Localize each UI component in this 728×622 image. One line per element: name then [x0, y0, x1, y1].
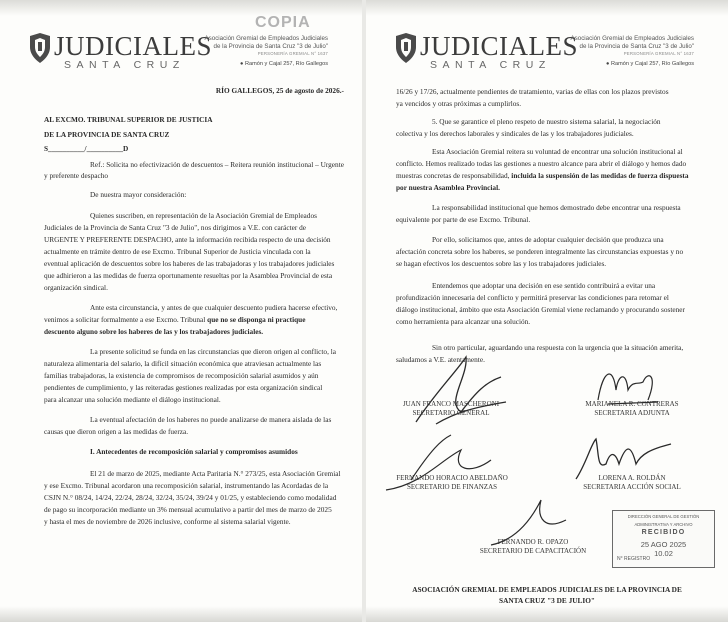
copy-mark: COPIA	[255, 14, 311, 31]
paragraph-5-line: y ese Excmo. Tribunal acordaron una recomposición salarial, instrumentando las Acordadas de la	[44, 481, 329, 490]
point-5-line: colectiva y los derechos laborales y sindicales de las y los trabajadores judiciales.	[396, 129, 634, 138]
paragraph-3-line: pendientes de cumplimiento, y las reiteradas gestiones realizadas por esta organización sindical	[44, 383, 323, 392]
address-text: Ramón y Cajal 257, Río Gallegos	[610, 60, 694, 67]
letter-date: RÍO GALLEGOS, 25 de agosto de 2026.-	[215, 86, 344, 95]
reference-line-2: y preferente despacho	[44, 171, 109, 180]
point-5-line: 5. Que se garantice el pleno respeto de nuestro sistema salarial, la negociación	[432, 117, 661, 126]
logo-subtitle: SANTA CRUZ	[64, 59, 185, 71]
paragraph-line: diálogo institucional, ámbito que esta Asociación Gremial viene reclamando y procurando sostener	[396, 305, 685, 314]
stamp-line: ADMINISTRATIVA Y ARCHIVO	[634, 522, 693, 527]
paragraph-1-line: Quienes suscriben, en representación de la Asociación Gremial de Empleados	[90, 211, 317, 220]
signatory-role: SECRETARIA ACCIÓN SOCIAL	[583, 483, 681, 491]
paragraph-5-line: y hasta el mes de noviembre de 2026 inclusive, conforme al sistema salarial vigente.	[44, 517, 291, 526]
recipient-line-3: S__________/__________D	[44, 144, 129, 153]
greeting: De nuestra mayor consideración:	[90, 190, 187, 199]
paragraph-5-line: El 21 de marzo de 2025, mediante Acta Paritaria N.° 273/25, esta Asociación Gremial	[90, 469, 341, 478]
association-block	[544, 35, 694, 68]
recipient-line-2: DE LA PROVINCIA DE SANTA CRUZ	[44, 130, 170, 139]
page-bottom-shadow	[366, 606, 728, 622]
page-bottom-shadow	[0, 606, 362, 622]
stamp-received: RECIBIDO	[641, 529, 686, 536]
signatory-name: JUAN FRANCO MASCHERONI	[402, 400, 500, 408]
paragraph-3-line: para alcanzar una solución mediante el diálogo institucional.	[44, 395, 221, 404]
association-name-2: de la Provincia de Santa Cruz "3 de Julio"	[213, 42, 328, 50]
signatory-name: FERNANDO R. OPAZO	[497, 538, 569, 546]
paragraph-line	[396, 170, 689, 182]
footer-line-2: SANTA CRUZ "3 DE JULIO"	[499, 596, 595, 605]
paragraph-line: Por ello, solicitamos que, antes de adoptar cualquier decisión que produzca una	[432, 235, 664, 244]
signatory-role: SECRETARIO DE FINANZAS	[406, 483, 498, 491]
signatory-role: SECRETARIO GENERAL	[412, 409, 490, 417]
signatory-name: FERNANDO HORACIO ABELDAÑO	[396, 474, 508, 482]
paragraph-line: La responsabilidad institucional que hemos demostrado debe encontrar una respuesta	[432, 203, 681, 212]
reception-stamp	[612, 510, 715, 568]
signatory-4	[562, 474, 702, 492]
shield-icon	[394, 33, 418, 63]
reference-line-1: Ref.: Solicita no efectivización de descuentos – Reitera reunión institucional – Urgente	[90, 160, 344, 169]
recipient-line-1: AL EXCMO. TRIBUNAL SUPERIOR DE JUSTICIA	[44, 115, 213, 124]
closing-line: Sin otro particular, aguardando una respuesta con la urgencia que la situación amerita,	[432, 343, 684, 352]
stamp-label: N° REGISTRO	[617, 556, 651, 562]
signatory-name: MARIANELA R. CONTRERAS	[585, 400, 679, 408]
logo-subtitle: SANTA CRUZ	[430, 59, 551, 71]
paragraph-2-line: Ante esta circunstancia, y antes de que cualquier descuento pudiera hacerse efectivo,	[90, 303, 338, 312]
paragraph-text: muestras concretas de responsabilidad,	[396, 171, 512, 180]
continuation-line: 16/26 y 17/26, actualmente pendientes de tratamiento, varias de ellas con los plazos previstos	[396, 87, 669, 96]
paragraph-4-line: La eventual afectación de los haberes no puede analizarse de manera aislada de las	[90, 415, 332, 424]
shield-icon	[28, 33, 52, 63]
paragraph-4-line: causas que dieron origen a las medidas de fuerza.	[44, 427, 189, 436]
signature-mascheroni	[406, 352, 516, 432]
paragraph-line: se hagan efectivos los descuentos sobre las y los trabajadores judiciales.	[396, 259, 607, 268]
paragraph-1-line: actualmente en trámite dentro de ese Excmo. Tribunal Superior de Justicia vinculada con la	[44, 247, 311, 256]
address-text: Ramón y Cajal 257, Río Gallegos	[244, 60, 328, 67]
paragraph-3-line: familias trabajadoras, la existencia de compromisos de recomposición salarial asumidos y aún	[44, 371, 319, 380]
location-icon: ●	[240, 60, 244, 67]
right-page	[366, 0, 728, 622]
paragraph-line: como herramienta para alcanzar una solución.	[396, 317, 531, 326]
stamp-time: 10.02	[654, 549, 673, 558]
association-name-1: Asociación Gremial de Empleados Judiciales	[570, 35, 694, 42]
continuation-line: ya vencidos y otras próximas a cumplirlos.	[396, 99, 522, 108]
paragraph-5-line: de pago su incorporación mediante un 3% mensual acumulativo a partir del mes de marzo de 2025	[44, 505, 332, 514]
paragraph-1-line: eventual aplicación de descuentos sobre los haberes de las trabajadoras y los trabajadores judiciales	[44, 259, 335, 268]
association-registration: PERSONERÍA GREMIAL N° 1637	[623, 51, 694, 57]
logo-title: JUDICIALES	[54, 31, 212, 61]
stamp-line: DIRECCIÓN GENERAL DE GESTIÓN	[627, 514, 700, 519]
association-address	[544, 61, 694, 69]
left-page	[0, 0, 362, 622]
paragraph-line: Esta Asociación Gremial reitera su voluntad de encontrar una solución institucional al	[432, 147, 683, 156]
paragraph-line: equivalente por parte de ese Excmo. Tribunal.	[396, 215, 531, 224]
association-name-1: Asociación Gremial de Empleados Judiciales	[204, 35, 328, 42]
association-name-2: de la Provincia de Santa Cruz "3 de Julio"	[579, 42, 694, 50]
paragraph-3-line: La presente solicitud se funda en las circunstancias que dieron origen al conflicto, la	[90, 347, 336, 356]
association-registration: PERSONERÍA GREMIAL N° 1637	[257, 51, 328, 57]
paragraph-2-line: descuento alguno sobre los haberes de las y los trabajadores judiciales.	[44, 327, 264, 336]
closing-line: saludamos a V.E. atentamente.	[396, 355, 485, 364]
paragraph-5-line: CSJN N.° 08/24, 14/24, 22/24, 28/24, 32/24, 35/24, 39/24 y 01/25, y estableciendo como modalidad	[44, 493, 337, 502]
paragraph-line: afectación concreta sobre los haberes, se ponderen integralmente las circunstancias expuestas y no	[396, 247, 684, 256]
location-icon: ●	[606, 60, 610, 67]
paragraph-line: por nuestra Asamblea Provincial.	[396, 183, 500, 192]
signatory-2	[562, 400, 702, 418]
paragraph-2-text: venimos a solicitar formalmente a ese Excmo. Tribunal	[44, 315, 208, 324]
paragraph-line: conflicto. Hemos realizado todas las gestiones a nuestro alcance para abrir el diálogo y hemos dado	[396, 159, 687, 168]
signatory-1	[386, 400, 516, 418]
signatory-5	[458, 538, 608, 556]
signatory-3	[382, 474, 522, 492]
paragraph-emphasis: incluida la suspensión de las medidas de fuerza dispuesta	[511, 171, 689, 180]
signatory-role: SECRETARIO DE CAPACITACIÓN	[479, 547, 587, 555]
paragraph-line: profundización innecesaria del conflicto y permitirá preservar las condiciones para retomar el	[396, 293, 669, 302]
logo-title: JUDICIALES	[420, 31, 578, 61]
paragraph-2-emphasis: que no se disponga ni practique	[207, 315, 306, 324]
paragraph-1-line: Judiciales de la Provincia de Santa Cruz "3 de Julio", nos dirigimos a V.E. con carácter de	[44, 223, 307, 232]
association-address	[178, 61, 328, 69]
signatory-name: LORENA A. ROLDÁN	[598, 474, 666, 482]
paragraph-3-line: naturaleza alimentaria del salario, la difícil situación económica que atraviesan actualmente las	[44, 359, 322, 368]
page-top-shadow	[366, 0, 728, 16]
section-title: I. Antecedentes de recomposición salarial y compromisos asumidos	[90, 447, 298, 456]
paragraph-line: Entendemos que adoptar una decisión en ese sentido contribuirá a evitar una	[432, 281, 656, 290]
paragraph-1-line: organización sindical.	[44, 283, 108, 292]
association-block	[178, 35, 328, 68]
paragraph-1-line: que adhirieron a las medidas de fuerza oportunamente resueltas por la Asamblea Provincial de esta	[44, 271, 333, 280]
paragraph-2-line	[44, 314, 305, 326]
signatory-role: SECRETARIA ADJUNTA	[594, 409, 670, 417]
stamp-date: 25 AGO 2025	[640, 540, 687, 549]
footer-line-1: ASOCIACIÓN GREMIAL DE EMPLEADOS JUDICIALES DE LA PROVINCIA DE	[412, 585, 682, 594]
paragraph-1-line: URGENTE Y PREFERENTE DESPACHO, ante la información recibida respecto de una decisión	[44, 235, 331, 244]
